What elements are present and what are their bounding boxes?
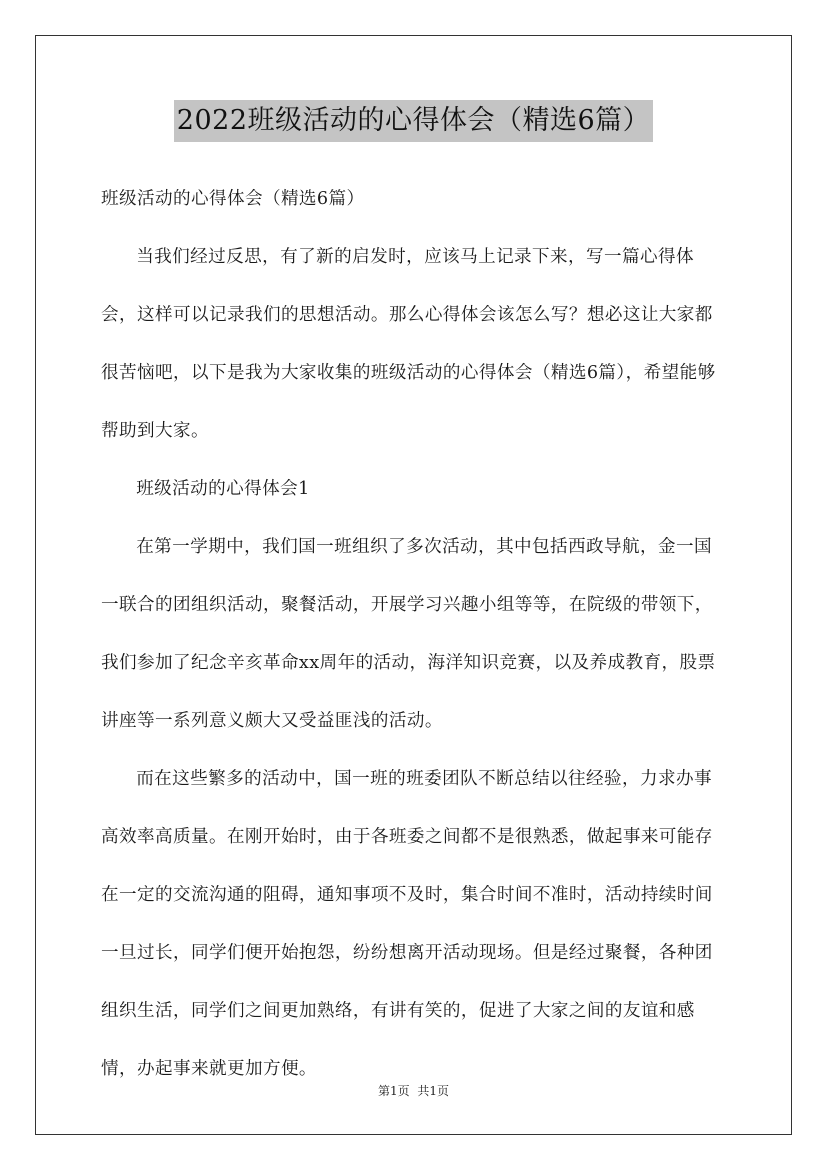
section-heading: 班级活动的心得体会1 bbox=[136, 479, 310, 499]
title-container bbox=[0, 100, 827, 142]
document-body bbox=[101, 170, 726, 1098]
page-number: 第1页 bbox=[377, 1084, 410, 1098]
document-subtitle: 班级活动的心得体会（精选6篇） bbox=[101, 189, 365, 209]
page-footer bbox=[0, 1082, 827, 1100]
body-paragraph-2: 而在这些繁多的活动中，国一班的班委团队不断总结以往经验，力求办事高效率高质量。在刚开始时，由于各班委之间都不是很熟悉，做起事来可能存在一定的交流沟通的阻碍，通知事项不及时，集合时间不准时，活动持续时间一旦过长，同学们便开始抱怨，纷纷想离开活动现场。但是经过聚餐，各种团组织生活，同学们之间更加熟络，有讲有笑的，促进了大家之间的友谊和感情，办起事来就更加方便。 bbox=[101, 769, 713, 1079]
page-total: 共1页 bbox=[417, 1084, 450, 1098]
body-paragraph-1: 在第一学期中，我们国一班组织了多次活动，其中包括西政导航，金一国一联合的团组织活动，聚餐活动，开展学习兴趣小组等等，在院级的带领下，我们参加了纪念辛亥革命xx周年的活动，海洋知识竞赛，以及养成教育，股票讲座等一系列意义颇大又受益匪浅的活动。 bbox=[101, 537, 716, 731]
document-title: 2022班级活动的心得体会（精选6篇） bbox=[174, 100, 653, 142]
intro-paragraph: 当我们经过反思，有了新的启发时，应该马上记录下来，写一篇心得体会，这样可以记录我们的思想活动。那么心得体会该怎么写？想必这让大家都很苦恼吧，以下是我为大家收集的班级活动的心得体会（精选6篇），希望能够帮助到大家。 bbox=[101, 247, 716, 441]
